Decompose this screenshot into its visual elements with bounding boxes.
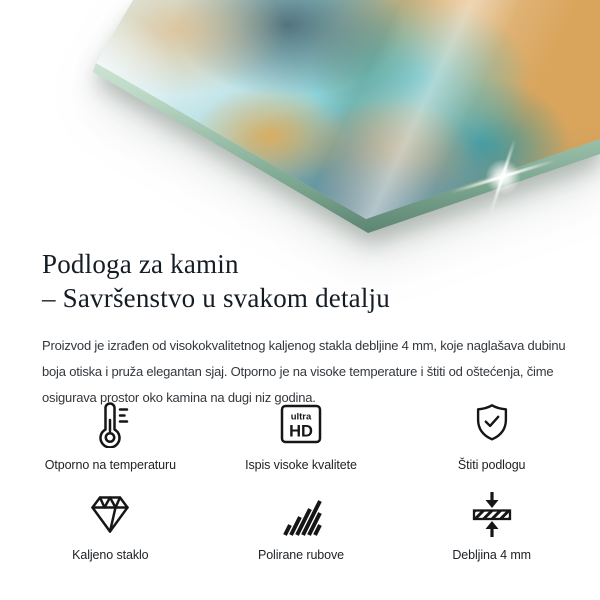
glass-panel xyxy=(0,0,600,248)
sparkle-beam xyxy=(450,159,556,194)
feature-label: Štiti podlogu xyxy=(457,458,526,472)
feature-protects xyxy=(396,399,587,472)
sparkle-beam xyxy=(489,138,517,215)
page-title-line2: – Savršenstvo u svakom detalju xyxy=(42,283,390,314)
ultra-hd-icon xyxy=(277,399,325,449)
feature-polished-edges xyxy=(206,489,397,562)
page-title xyxy=(42,247,570,315)
thickness-4mm-icon xyxy=(468,489,516,539)
svg-text:HD: HD xyxy=(289,422,313,441)
feature-label: Ispis visoke kvalitete xyxy=(245,458,357,472)
sparkle-flare-icon xyxy=(448,137,558,217)
feature-label: Kaljeno staklo xyxy=(72,548,149,562)
feature-tempered-glass xyxy=(15,489,206,562)
polished-edges-icon xyxy=(277,489,325,539)
feature-temperature xyxy=(15,399,206,472)
glass-artwork-face xyxy=(0,0,600,248)
feature-label: Polirane rubove xyxy=(257,548,345,562)
sparkle-core xyxy=(485,159,521,195)
feature-label: Otporno na temperaturu xyxy=(44,458,176,472)
hero-product-image xyxy=(0,0,600,248)
glass-thickness-edge xyxy=(0,0,600,248)
page-title-line1: Podloga za kamin xyxy=(42,249,239,280)
shield-check-icon xyxy=(469,399,515,449)
product-info-section xyxy=(42,229,570,424)
feature-thickness xyxy=(396,489,587,562)
features-grid xyxy=(15,399,587,562)
thermometer-icon xyxy=(86,399,134,449)
feature-print-quality xyxy=(206,399,397,472)
product-description: Proizvod je izrađen od visokokvalitetnog kaljenog stakla debljine 4 mm, koje naglašava dubinu boja otiska i pruža elegantan sjaj. Otporno je na visoke temperature i štiti od oštećenja, čime osigurava prostor oko kamina na dugi niz godina. xyxy=(42,338,566,406)
diamond-icon xyxy=(86,489,134,539)
feature-label: Debljina 4 mm xyxy=(452,548,531,562)
svg-text:ultra: ultra xyxy=(290,411,312,423)
